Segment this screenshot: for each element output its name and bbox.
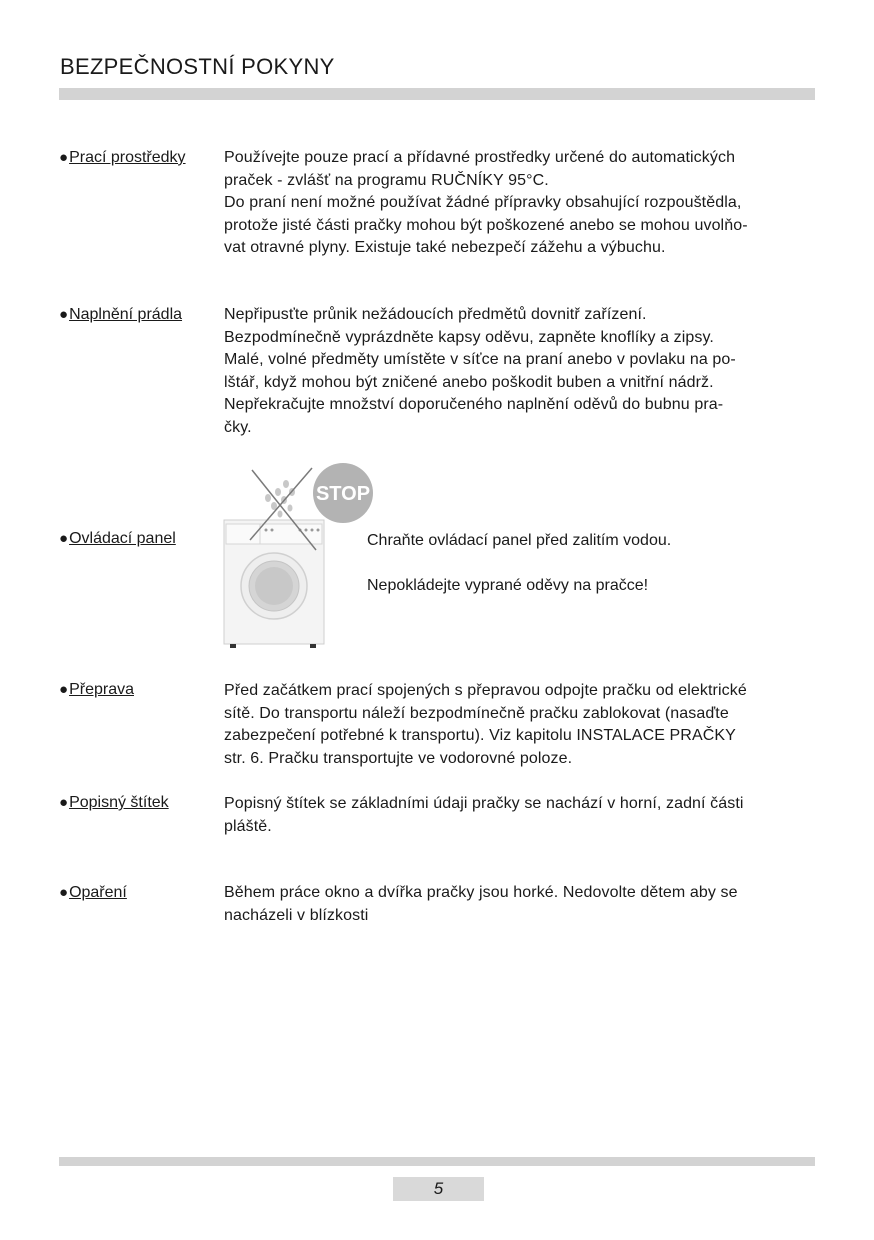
text-line: čky. <box>224 418 252 436</box>
bullet-icon: ● <box>59 306 69 323</box>
stop-text: STOP <box>315 483 371 505</box>
text-line: praček - zvlášť na programu RUČNÍKY 95°C. <box>224 171 549 189</box>
text-line: Malé, volné předměty umístěte v síťce na praní anebo v povlaku na po- <box>224 351 736 368</box>
text-line: lštář, když mohou být zničené anebo poškodit buben a vnitřní nádrž. <box>224 373 714 391</box>
text-line: Během práce okno a dvířka pračky jsou horké. Nedovolte dětem aby se <box>224 884 738 901</box>
text-line: Popisný štítek se základními údaji pračky se nachází v horní, zadní části <box>224 795 744 812</box>
text-line: Používejte pouze prací a přídavné prostředky určené do automatických <box>224 149 736 166</box>
text-line: pláště. <box>224 817 272 835</box>
text-line: zabezpečení potřebné k transportu). Viz kapitolu INSTALACE PRAČKY <box>224 727 736 744</box>
control-panel-note-1: Chraňte ovládací panel před zalitím vodou. <box>367 532 672 549</box>
section-label-control-panel <box>59 528 176 551</box>
section-label-detergents <box>59 147 186 170</box>
label-text: Ovládací panel <box>69 530 176 547</box>
text-line: nacházeli v blízkosti <box>224 906 369 924</box>
label-text: Prací prostředky <box>69 149 186 166</box>
section-label-laundry-loading <box>59 304 182 327</box>
bullet-icon: ● <box>59 884 69 901</box>
text-line: protože jisté části pračky mohou být poškozené anebo se mohou uvolňo- <box>224 216 748 234</box>
label-text: Přeprava <box>69 681 134 698</box>
section-body-transport <box>224 680 815 770</box>
text-line: Před začátkem prací spojených s přepravou odpojte pračku od elektrické <box>224 682 747 699</box>
section-label-scalding <box>59 882 127 905</box>
page-number: 5 <box>393 1177 484 1201</box>
footer-bar <box>59 1157 815 1166</box>
section-body-laundry-loading <box>224 304 815 439</box>
label-text: Opaření <box>69 884 127 901</box>
text-line: vat otravné plyny. Existuje také nebezpečí zážehu a výbuchu. <box>224 239 666 256</box>
section-body-rating-plate <box>224 793 815 838</box>
page-title: BEZPEČNOSTNÍ POKYNY <box>60 54 335 79</box>
section-body-detergents <box>224 147 815 260</box>
text-line: Nepřipusťte průnik nežádoucích předmětů dovnitř zařízení. <box>224 306 647 323</box>
section-label-rating-plate <box>59 792 169 815</box>
label-text: Naplnění prádla <box>69 306 183 323</box>
bullet-icon: ● <box>59 149 69 166</box>
header-bar <box>59 88 815 100</box>
text-line: Bezpodmínečně vyprázdněte kapsy oděvu, zapněte knoflíky a zipsy. <box>224 328 714 346</box>
water-drops-icon <box>265 480 295 518</box>
text-line: sítě. Do transportu náleží bezpodmínečně pračku zablokovat (nasaďte <box>224 704 729 722</box>
bullet-icon: ● <box>59 794 69 811</box>
text-line: str. 6. Pračku transportujte ve vodorovné poloze. <box>224 749 573 767</box>
label-text: Popisný štítek <box>69 794 169 811</box>
section-body-scalding <box>224 882 815 927</box>
bullet-icon: ● <box>59 681 69 698</box>
washing-machine-stop-illustration <box>220 462 380 652</box>
bullet-icon: ● <box>59 530 69 547</box>
text-line: Do praní není možné používat žádné přípravky obsahující rozpouštědla, <box>224 194 742 211</box>
control-panel-note-2: Nepokládejte vyprané oděvy na pračce! <box>367 577 649 594</box>
section-label-transport <box>59 679 134 702</box>
text-line: Nepřekračujte množství doporučeného naplnění oděvů do bubnu pra- <box>224 396 724 413</box>
